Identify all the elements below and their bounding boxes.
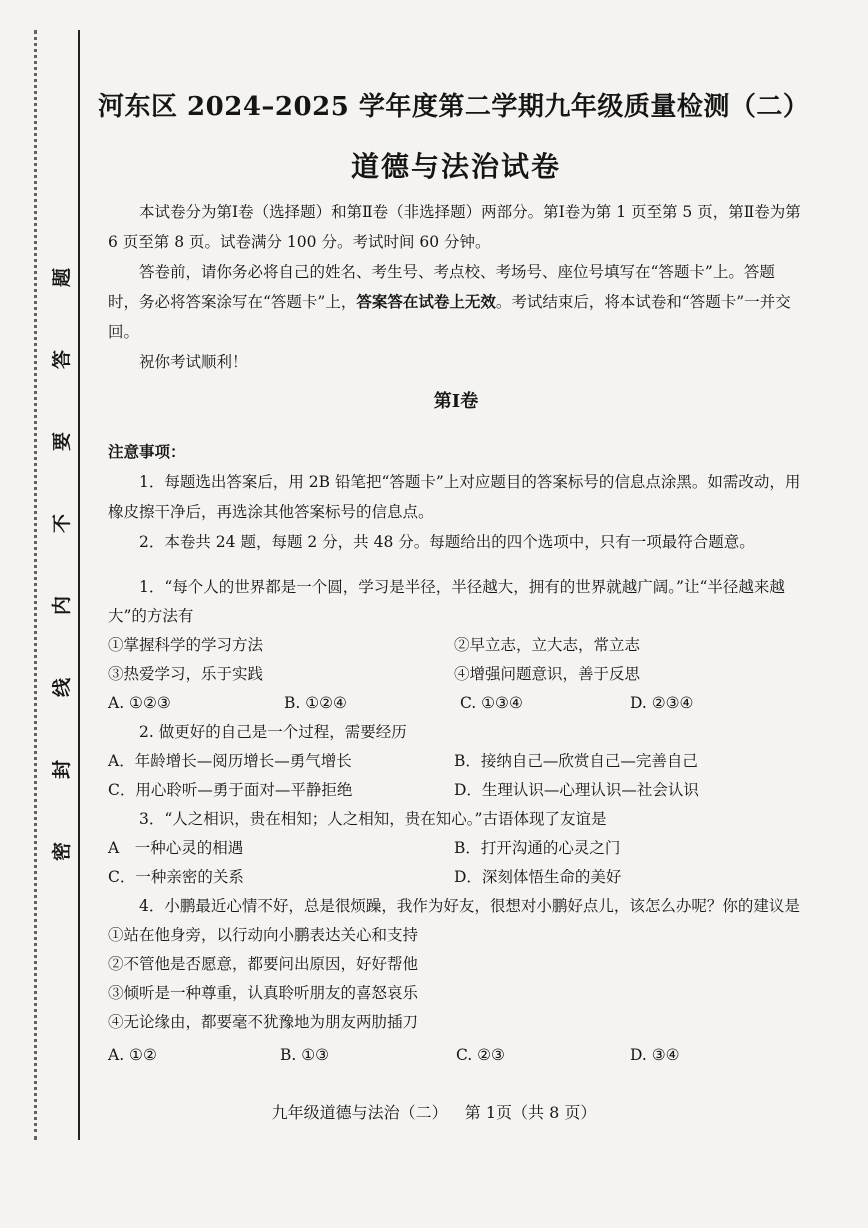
statement-item: ①掌握科学的学习方法 xyxy=(108,636,264,654)
seal-char: 题 xyxy=(51,267,74,288)
seal-char: 内 xyxy=(51,595,74,616)
intro-paragraph-1: 本试卷分为第Ⅰ卷（选择题）和第Ⅱ卷（非选择题）两部分。第Ⅰ卷为第 1 页至第 5 页，第Ⅱ卷为第 6 页至第 8 页。试卷满分 100 分。考试时间 60 分钟。 xyxy=(108,203,801,251)
seal-char: 密 xyxy=(51,841,74,862)
statement-item: ③热爱学习，乐于实践 xyxy=(108,665,264,683)
statement-item: ②不管他是否愿意，都要问出原因，好好帮他 xyxy=(108,955,419,973)
answer-option: C. ②③ xyxy=(456,1046,505,1064)
question-4-stem: 4．小鹏最近心情不好，总是很烦躁，我作为好友，很想对小鹏好点儿，该怎么办呢？你的建议是 xyxy=(139,897,800,915)
answer-option: B. ①③ xyxy=(280,1046,330,1064)
seal-char: 不 xyxy=(51,513,74,534)
note-1: 1．每题选出答案后，用 2B 铅笔把“答题卡”上对应题目的答案标号的信息点涂黑。如需改动，用橡皮擦干净后，再选涂其他答案标号的信息点。 xyxy=(108,473,801,521)
intro-warning: 答案答在试卷上无效 xyxy=(356,292,496,311)
answer-option: D. ③④ xyxy=(630,1046,680,1064)
statement-item: ①站在他身旁，以行动向小鹏表达关心和支持 xyxy=(108,926,419,944)
notes-heading: 注意事项： xyxy=(108,442,186,461)
statement-item: ③倾听是一种尊重，认真聆听朋友的喜怒哀乐 xyxy=(108,984,419,1002)
answer-option: A 一种心灵的相遇 xyxy=(108,839,244,857)
question-1-items xyxy=(108,631,804,689)
subject-title: 道德与法治试卷 xyxy=(350,150,561,183)
statement-item: ②早立志，立大志，常立志 xyxy=(454,636,641,654)
answer-option: A. ①②③ xyxy=(108,694,171,712)
exam-content xyxy=(98,86,810,1070)
question-1-options xyxy=(108,689,804,718)
note-2: 2．本卷共 24 题，每题 2 分，共 48 分。每题给出的四个选项中，只有一项最符合题意。 xyxy=(139,533,755,551)
answer-option: B．接纳自己—欣赏自己—完善自己 xyxy=(454,752,698,770)
exam-title: 河东区 2024–2025 学年度第二学期九年级质量检测（二） xyxy=(98,92,810,122)
question-3-stem: 3．“人之相识，贵在相知；人之相知，贵在知心。”古语体现了友谊是 xyxy=(139,810,607,828)
answer-option: B．打开沟通的心灵之门 xyxy=(454,839,621,857)
footer-subject: 九年级道德与法治（二） xyxy=(271,1103,448,1122)
seal-char: 封 xyxy=(51,759,74,780)
answer-option: D．深刻体悟生命的美好 xyxy=(454,868,622,886)
answer-option: C. ①③④ xyxy=(460,694,523,712)
answer-option: A. ①② xyxy=(108,1046,157,1064)
good-luck-text: 祝你考试顺利！ xyxy=(139,353,248,371)
answer-option: D．生理认识—心理认识—社会认识 xyxy=(454,781,699,799)
section-title: 第Ⅰ卷 xyxy=(433,391,479,412)
intro-text: 。考试结束后，将本试卷和“答题卡”一并交回。 xyxy=(108,293,791,341)
footer-page-number: 第 1页（共 8 页） xyxy=(464,1103,597,1122)
seal-line-text xyxy=(50,268,76,861)
binding-margin-line xyxy=(78,30,80,1140)
seal-char: 要 xyxy=(51,431,74,452)
answer-option: C．用心聆听—勇于面对—平静拒绝 xyxy=(108,781,353,799)
question-2-stem: 2. 做更好的自己是一个过程，需要经历 xyxy=(139,723,407,741)
question-3-options xyxy=(108,834,804,892)
question-4-options xyxy=(108,1041,804,1070)
answer-option: B. ①②④ xyxy=(284,694,347,712)
intro-text: 答卷前，请你务必将自己的姓名、考生号、考点校、考场号、座位号填写在“答题卡”上。答题时，务必将答案涂写在“答题卡”上， xyxy=(108,263,775,311)
statement-item: ④增强问题意识，善于反思 xyxy=(454,665,641,683)
seal-char: 答 xyxy=(51,349,74,370)
intro-paragraph-2 xyxy=(108,257,804,347)
question-1-stem: 1．“每个人的世界都是一个圆，学习是半径，半径越大，拥有的世界就越广阔。”让“半径越来越大”的方法有 xyxy=(108,578,785,625)
statement-item: ④无论缘由，都要毫不犹豫地为朋友两肋插刀 xyxy=(108,1013,419,1031)
question-2-options xyxy=(108,747,804,805)
seal-char: 线 xyxy=(51,677,74,698)
page-footer xyxy=(0,1100,868,1123)
answer-option: A．年龄增长—阅历增长—勇气增长 xyxy=(108,752,352,770)
answer-option: C．一种亲密的关系 xyxy=(108,868,244,886)
binding-dash-line xyxy=(34,30,47,1140)
answer-option: D. ②③④ xyxy=(630,694,694,712)
